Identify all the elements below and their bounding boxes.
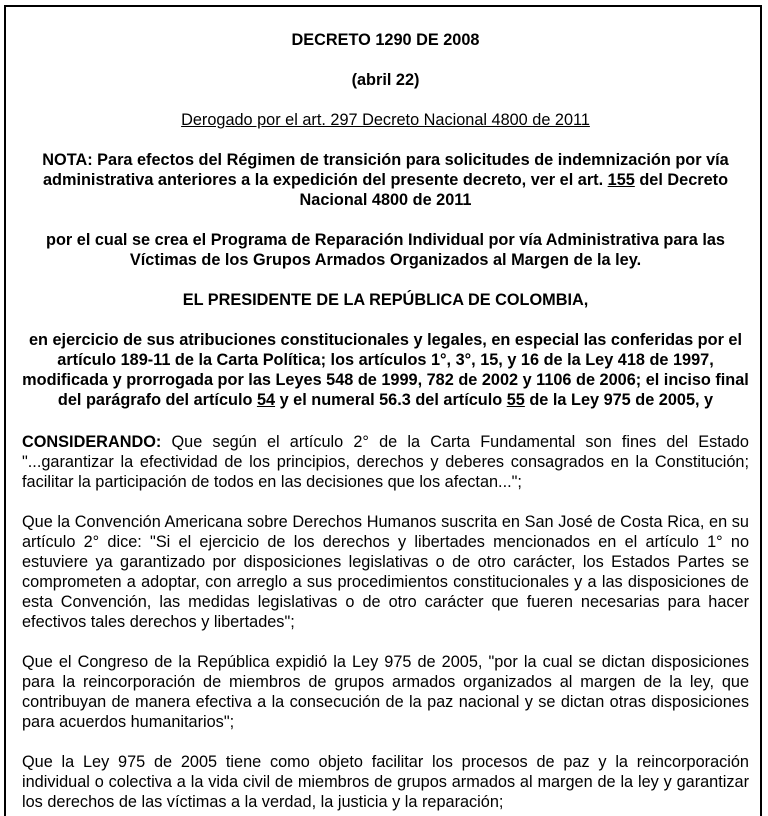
article-55-link[interactable]: 55 [506, 391, 525, 409]
article-54-link[interactable]: 54 [256, 391, 276, 409]
considerando-text: Que según el artículo 2° de la Carta Fundamental son fines del Estado "...garantizar la efectividad de los principios, derechos y deberes consagrados en la Constitución; facilitar la participación de todos en las decisiones que los afectan..."; [22, 433, 749, 491]
note-text-b: del Decreto Nacional 4800 de 2011 [299, 171, 729, 209]
considerando-label: CONSIDERANDO: [22, 433, 162, 451]
decree-date: (abril 22) [351, 71, 420, 89]
transition-note [22, 150, 749, 210]
article-155-link[interactable]: 155 [607, 171, 635, 189]
powers-paragraph [22, 330, 749, 410]
powers-text-c: de la Ley 975 de 2005, y [524, 391, 714, 409]
derogation-link[interactable]: Derogado por el art. 297 Decreto Nacional 4800 de 2011 [181, 111, 590, 129]
powers-text-b: y el numeral 56.3 del artículo [275, 391, 507, 409]
note-label: NOTA: [42, 151, 93, 169]
note-text-a: Para efectos del Régimen de transición para solicitudes de indemnización por vía administrativa anteriores a la expedición del presente decreto, ver el art. [42, 151, 729, 189]
paragraph-convention: Que la Convención Americana sobre Derechos Humanos suscrita en San José de Costa Rica, en su artículo 2° dice: "Si el ejercicio de los derechos y libertades mencionados en el artículo 1° no estuviere ya garantizado por disposiciones legislativas o de otro carácter, los Estados Partes se comprometen a adoptar, con arreglo a sus procedimientos constitucionales y a las disposiciones de esta Convención, las medidas legislativas o de otro carácter que fueren necesarias para hacer efectivos tales derechos y libertades"; [22, 513, 749, 631]
document-content [22, 30, 749, 812]
paragraph-law-975: Que la Ley 975 de 2005 tiene como objeto facilitar los procesos de paz y la reincorporación individual o colectiva a la vida civil de miembros de grupos armados al margen de la ley y garantizar los derechos de las víctimas a la verdad, la justicia y la reparación; [22, 753, 749, 811]
decree-title: DECRETO 1290 DE 2008 [291, 31, 480, 49]
derogation-note[interactable] [22, 110, 749, 130]
paragraph-congress: Que el Congreso de la República expidió la Ley 975 de 2005, "por la cual se dictan disposiciones para la reincorporación de miembros de grupos armados organizados al margen de la ley, que contribuyan de manera efectiva a la consecución de la paz nacional y se dictan otras disposiciones para acuerdos humanitarios"; [22, 653, 749, 731]
powers-text-a: en ejercicio de sus atribuciones constitucionales y legales, en especial las conferidas por el artículo 189-11 de la Carta Política; los artículos 1°, 3°, 15, y 16 de la Ley 418 de 1997, modificada y prorrogada por las Leyes 548 de 1999, 782 de 2002 y 1106 de 2006; el inciso final del parágrafo del artículo [22, 331, 749, 409]
considerando-paragraph [22, 432, 749, 492]
decree-subject: por el cual se crea el Programa de Reparación Individual por vía Administrativa para las Víctimas de los Grupos Armados Organizados al Margen de la ley. [46, 231, 725, 269]
authority-heading: EL PRESIDENTE DE LA REPÚBLICA DE COLOMBIA, [182, 291, 589, 309]
